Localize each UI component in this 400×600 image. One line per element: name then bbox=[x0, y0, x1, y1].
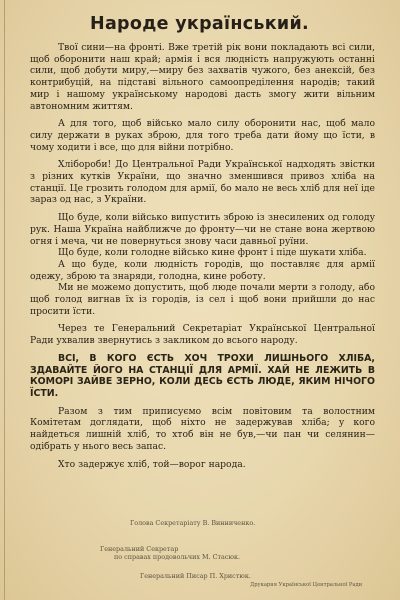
paragraph-hunger: Ми не можемо допустить, щоб люде почали мерти з голоду, або щоб голод вигнав їх із городів, із сел і щоб вони прийшли до нас просити їсти. bbox=[30, 282, 375, 317]
paragraph-cities: А що буде, коли людність городів, що поставляє для армії одежу, зброю та знаряди, голодна, кине роботу. bbox=[30, 258, 375, 282]
signature-clerk: Генеральний Писар П. Христюк. bbox=[140, 572, 251, 580]
signature-head: Голова Секретаріату В. Винниченко. bbox=[130, 519, 256, 527]
paragraph-enemy: Хто задержує хліб, той—ворог народа. bbox=[58, 458, 246, 470]
proclamation-body bbox=[30, 42, 375, 470]
signature-secretary-title: Генеральний Секретар bbox=[100, 545, 179, 553]
printer-imprint: Друкарня Української Центральної Ради bbox=[250, 582, 363, 588]
signature-secretary: по справах продовольчих М. Стасюк. bbox=[114, 553, 241, 561]
page-edge bbox=[4, 0, 5, 600]
paragraph-front: Що буде, коли голодне військо кине фронт і піде шукати хліба. bbox=[58, 247, 367, 259]
paragraph-appeal: ВСІ, В КОГО ЄСТЬ ХОЧ ТРОХИ ЛИШНЬОГО ХЛІБА, ЗДАВАЙТЕ ЙОГО НА СТАНЦІЇ ДЛЯ АРМІЇ. ХАЙ НЕ ЛЕЖИТЬ В КОМОРІ ЗАЙВЕ ЗЕРНО, КОЛИ ДЕСЬ ЄСТЬ ЛЮДЕ, ЯКИМ НІЧОГО ЇСТИ. bbox=[30, 352, 375, 399]
page-title: Народе український. bbox=[90, 14, 309, 34]
paragraph-secretariat: Через те Генеральний Секретаріат Української Центральної Ради ухвалив звернутись з закликом до всього народу. bbox=[30, 323, 375, 347]
paragraph-weapons: Що буде, коли військо випустить зброю із знесилених од голоду рук. Наша Україна найближче до фронту—чи не стане вона жертвою огня і меча, чи не повернуться знову часи давньої руїни. bbox=[30, 212, 375, 247]
paragraph-committees: Разом з тим приписуємо всім повітовим та волостним Комітетам доглядати, щоб ніхто не задержував хліба; у кого найдеться лишній хліб, то хтоб він не був,—чи пан чи селянин—одібрать у нього весь запас. bbox=[30, 405, 375, 452]
paragraph-sons-at-front: Твої сини—на фронті. Вже третій рік вони покладають всі сили, щоб оборонити наш край; армія і вся людність напружують останні сили, щоб добути миру,—миру без захватів чужого, без анексій, без контрибуцій, на підставі вільного самоопреділення народів; такий мир і нашому українському народові дасть змогу жити вільним автономним життям. bbox=[30, 42, 375, 112]
paragraph-farmers: Хлібороби! До Центральної Ради Української надходять звістки з різних кутків України, що значно зменшився привоз хліба на станції. Це грозить голодом для армії, бо мало не весь хліб для неї іде зараз од нас, з України. bbox=[30, 159, 375, 206]
paragraph-army-needs: А для того, щоб військо мало силу оборонити нас, щоб мало силу держати в руках зброю, для того треба дати йому що їсти, в чому ходити і все, що для війни потрібно. bbox=[30, 118, 375, 153]
